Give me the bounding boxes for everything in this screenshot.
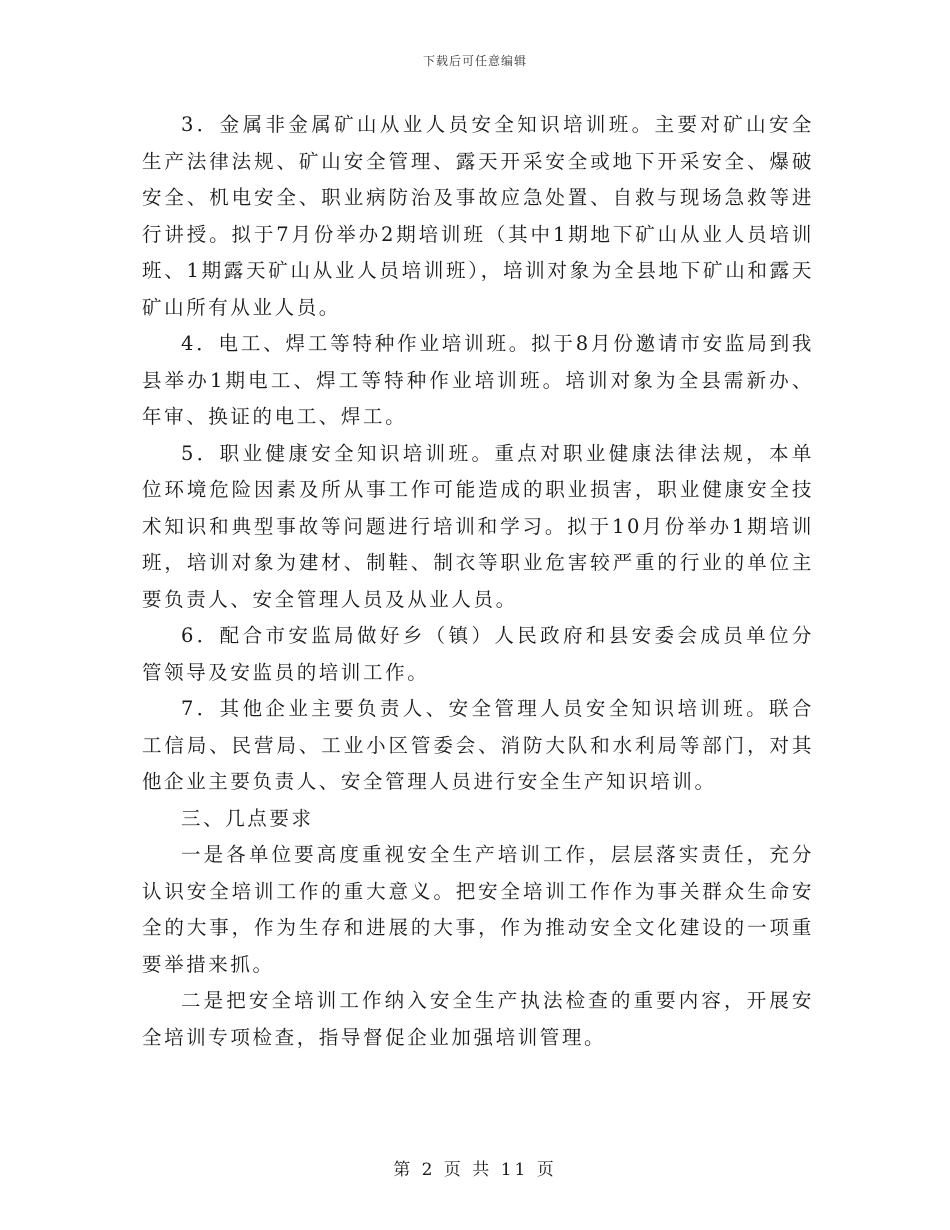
paragraph-item-5: 5．职业健康安全知识培训班。重点对职业健康法律法规，本单位环境危险因素及所从事工作可能造成的职业损害，职业健康安全技术知识和典型事故等问题进行培训和学习。拟于10月份举办1期培训班，培训对象为建材、制鞋、制衣等职业危害较严重的行业的单位主要负责人、安全管理人员及从业人员。 bbox=[142, 441, 814, 611]
paragraph-item-3: 3．金属非金属矿山从业人员安全知识培训班。主要对矿山安全生产法律法规、矿山安全管理、露天开采安全或地下开采安全、爆破安全、机电安全、职业病防治及事故应急处置、自救与现场急救等进行讲授。拟于7月份举办2期培训班（其中1期地下矿山从业人员培训班、1期露天矿山从业人员培训班），培训对象为全县地下矿山和露天矿山所有从业人员。 bbox=[142, 113, 814, 319]
page-header: 下载后可任意编辑 bbox=[422, 54, 527, 68]
requirement-two: 二是把安全培训工作纳入安全生产执法检查的重要内容，开展安全培训专项检查，指导督促企业加强培训管理。 bbox=[142, 989, 814, 1049]
section-heading-requirements: 三、几点要求 bbox=[181, 806, 314, 830]
paragraph-item-4: 4．电工、焊工等特种作业培训班。拟于8月份邀请市安监局到我县举办1期电工、焊工等特种作业培训班。培训对象为全县需新办、年审、换证的电工、焊工。 bbox=[142, 332, 814, 428]
requirement-one: 一是各单位要高度重视安全生产培训工作，层层落实责任，充分认识安全培训工作的重大意义。把安全培训工作作为事关群众生命安全的大事，作为生存和进展的大事，作为推动安全文化建设的一项重要举措来抓。 bbox=[142, 843, 814, 976]
paragraph-item-7: 7．其他企业主要负责人、安全管理人员安全知识培训班。联合工信局、民营局、工业小区管委会、消防大队和水利局等部门，对其他企业主要负责人、安全管理人员进行安全生产知识培训。 bbox=[142, 697, 814, 793]
page-number-footer: 第 2 页 共 11 页 bbox=[393, 1160, 557, 1180]
document-body bbox=[142, 107, 814, 1056]
paragraph-item-6: 6．配合市安监局做好乡（镇）人民政府和县安委会成员单位分管领导及安监员的培训工作。 bbox=[142, 624, 814, 684]
